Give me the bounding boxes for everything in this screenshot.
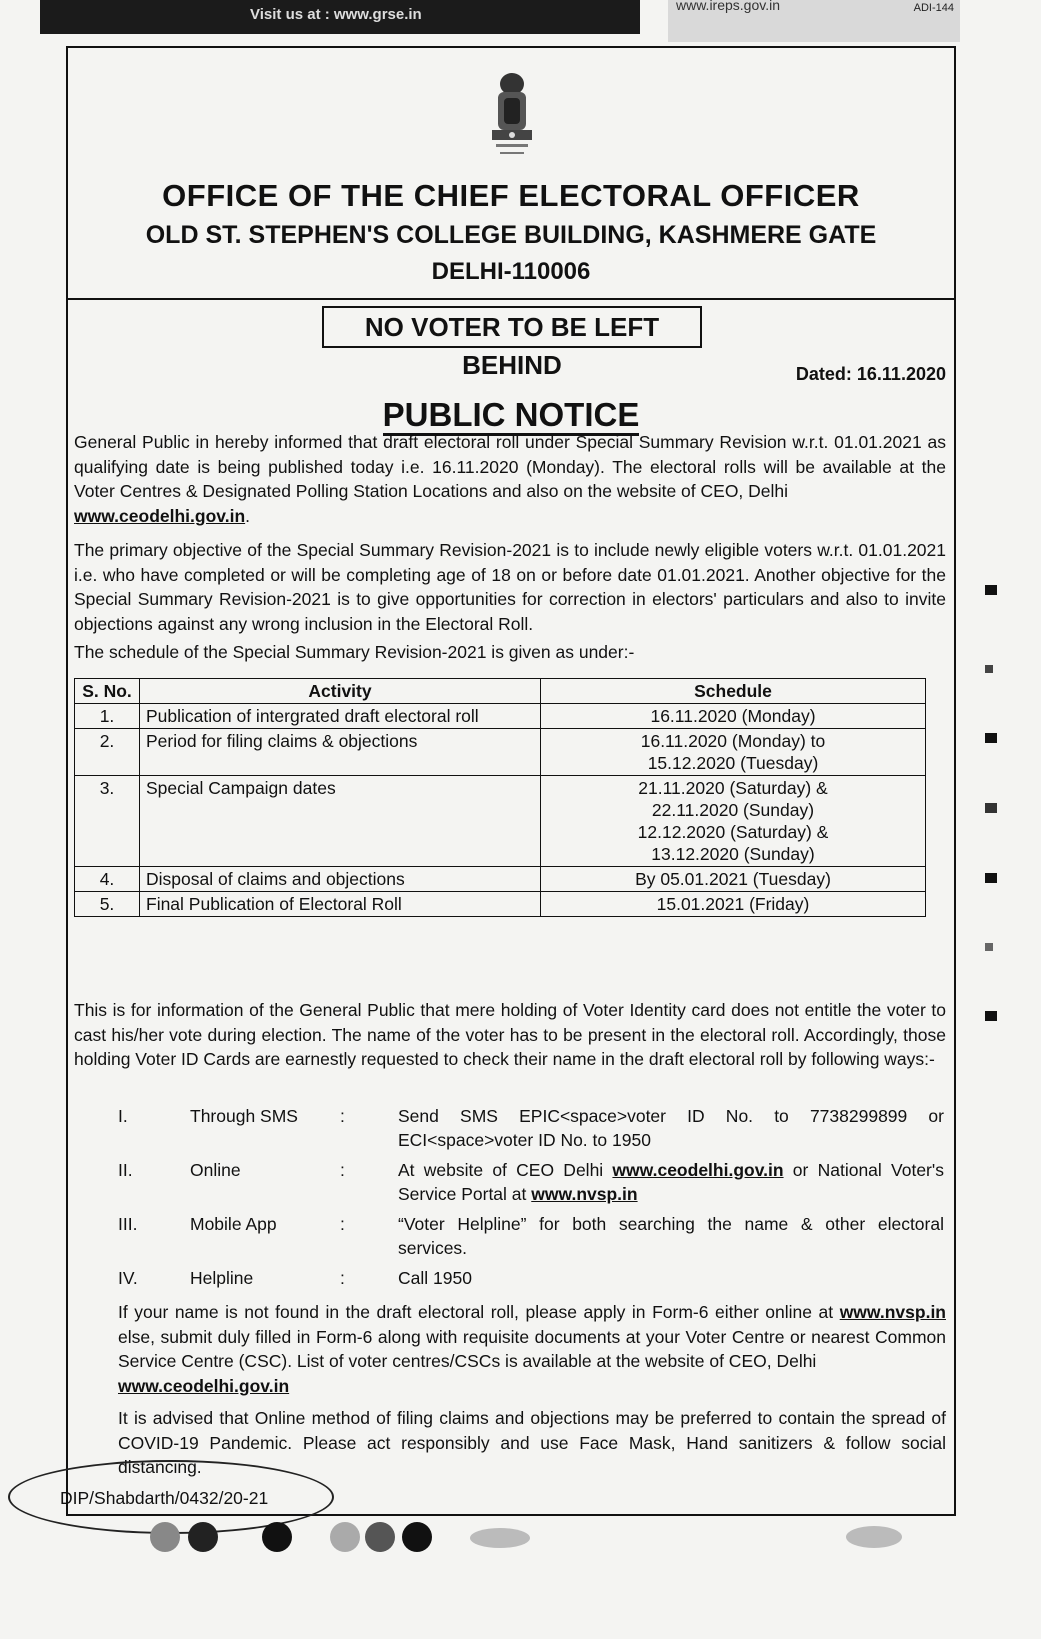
- row-activity: Publication of intergrated draft electoral roll: [140, 704, 541, 729]
- slogan-box: NO VOTER TO BE LEFT BEHIND: [322, 306, 702, 348]
- online-desc-mid: or National Voter's Service Portal at: [398, 1160, 944, 1204]
- reference-number: DIP/Shabdarth/0432/20-21: [60, 1488, 269, 1508]
- row-sno: 1.: [75, 704, 140, 729]
- top-ad-text: Visit us at : www.grse.in: [250, 6, 422, 23]
- way-description: “Voter Helpline” for both searching the name & other electoral services.: [398, 1214, 944, 1258]
- table-row: [75, 776, 926, 867]
- way-number: I.: [118, 1106, 128, 1126]
- registration-dot: [188, 1522, 218, 1552]
- way-colon: :: [340, 1214, 345, 1234]
- office-address: OLD ST. STEPHEN'S COLLEGE BUILDING, KASHMERE GATE: [145, 221, 877, 249]
- list-item: [118, 1104, 944, 1158]
- margin-mark: [985, 803, 997, 813]
- notice-date: Dated: 16.11.2020: [795, 364, 946, 384]
- way-description: Call 1950: [398, 1268, 472, 1288]
- way-description: Send SMS EPIC<space>voter ID No. to 7738299899 or ECI<space>voter ID No. to 1950: [398, 1106, 944, 1150]
- paragraph-intro: General Public in hereby informed that draft electoral roll under Special Summary Revision w.r.t. 01.01.2021 as qualifying date is being published today i.e. 16.11.2020 (Monday). The electoral rolls will be available at the Voter Centres & Designated Polling Station Locations and also on the website of CEO, Delhi www.ceodelhi.gov.in.: [74, 432, 946, 526]
- schedule-line: 16.11.2020 (Monday) to: [640, 731, 826, 751]
- registration-dot: [365, 1522, 395, 1552]
- row-sno: 5.: [75, 892, 140, 917]
- nvsp-link[interactable]: www.nvsp.in: [839, 1302, 946, 1322]
- margin-mark: [985, 873, 997, 883]
- table-row: [75, 892, 926, 917]
- way-mode: Helpline: [190, 1268, 254, 1288]
- registration-dot: [150, 1522, 180, 1552]
- schedule-line: 15.01.2021 (Friday): [656, 894, 810, 914]
- row-schedule: [541, 704, 926, 729]
- paragraph-form6: [118, 1300, 946, 1398]
- margin-mark: [985, 1011, 997, 1021]
- header-sno: S. No.: [75, 679, 140, 704]
- row-schedule: [541, 867, 926, 892]
- schedule-line: 12.12.2020 (Saturday) &: [637, 822, 829, 842]
- row-schedule: [541, 729, 926, 776]
- row-activity: Period for filing claims & objections: [140, 729, 541, 776]
- paragraph-objective: The primary objective of the Special Summary Revision-2021 is to include newly eligible voters w.r.t. 01.01.2021 i.e. who have completed or will be completing age of 18 on or before date 01.01.2021. Another objective for the Special Summary Revision-2021 is to give opportunities for correction in electors' particulars and also to invite objections against any wrong inclusion in the Electoral Roll.: [74, 540, 946, 634]
- row-activity: Final Publication of Electoral Roll: [140, 892, 541, 917]
- margin-mark: [985, 943, 993, 951]
- way-number: III.: [118, 1214, 138, 1234]
- schedule-line: 13.12.2020 (Sunday): [651, 844, 815, 864]
- table-row: [75, 729, 926, 776]
- online-desc-pre: At website of CEO Delhi: [398, 1160, 604, 1180]
- margin-mark: [985, 733, 997, 743]
- way-colon: :: [340, 1106, 345, 1126]
- registration-smudge: [470, 1528, 530, 1548]
- margin-marks: [985, 585, 997, 1021]
- registration-dot: [402, 1522, 432, 1552]
- form6-text-continued: else, submit duly filled in Form-6 along with requisite documents at your Voter Centre or nearest Common Service Centre (CSC). List of voter centres/CSCs is available at the website of CEO, Delhi: [118, 1326, 946, 1371]
- newspaper-top-right-ad: [668, 0, 960, 42]
- print-registration-marks: [0, 1522, 1041, 1562]
- ad-code: ADI-144: [913, 2, 954, 14]
- list-item: [118, 1266, 944, 1296]
- list-item: [118, 1212, 944, 1266]
- intro-text: General Public in hereby informed that draft electoral roll under Special Summary Revision w.r.t. 01.01.2021 as qualifying date is being published today i.e. 16.11.2020 (Monday). The electoral rolls will be available at the Voter Centres & Designated Polling Station Locations and also on the website of CEO, Delhi: [74, 432, 946, 501]
- newspaper-top-ad-strip: [40, 0, 640, 34]
- nvsp-link[interactable]: www.nvsp.in: [531, 1184, 638, 1204]
- list-item: [118, 1158, 944, 1212]
- top-right-ad-text: www.ireps.gov.in: [676, 0, 781, 13]
- schedule-line: By 05.01.2021 (Tuesday): [635, 869, 831, 889]
- schedule-line: 21.11.2020 (Saturday) &: [638, 778, 828, 798]
- margin-mark: [985, 665, 993, 673]
- way-colon: :: [340, 1160, 345, 1180]
- header-activity: Activity: [140, 679, 541, 704]
- way-mode: Online: [190, 1160, 241, 1180]
- row-sno: 2.: [75, 729, 140, 776]
- header-schedule: Schedule: [541, 679, 926, 704]
- way-colon: :: [340, 1268, 345, 1288]
- schedule-line: 15.12.2020 (Tuesday): [647, 753, 819, 773]
- form6-text: If your name is not found in the draft electoral roll, please apply in Form-6 either online at: [118, 1302, 834, 1322]
- check-name-ways-list: [118, 1104, 944, 1296]
- way-number: II.: [118, 1160, 133, 1180]
- table-row: [75, 704, 926, 729]
- table-row: [75, 867, 926, 892]
- way-mode: Mobile App: [190, 1214, 277, 1234]
- schedule-table: [74, 678, 926, 917]
- margin-mark: [985, 585, 997, 595]
- paragraph-covid-advice: It is advised that Online method of filing claims and objections may be preferred to contain the spread of COVID-19 Pandemic. Please act responsibly and use Face Mask, Hand sanitizers & follow social distancing.: [118, 1408, 946, 1477]
- paragraph-schedule-intro: The schedule of the Special Summary Revision-2021 is given as under:-: [74, 642, 635, 662]
- ceo-delhi-link[interactable]: www.ceodelhi.gov.in: [612, 1160, 784, 1180]
- row-activity: Special Campaign dates: [140, 776, 541, 867]
- paragraph-voter-id-info: This is for information of the General Public that mere holding of Voter Identity card does not entitle the voter to cast his/her vote during election. The name of the voter has to be present in the electoral roll. Accordingly, those holding Voter ID Cards are earnestly requested to check their name in the draft electoral roll by following ways:-: [74, 1000, 946, 1069]
- row-sno: 3.: [75, 776, 140, 867]
- schedule-line: 22.11.2020 (Sunday): [651, 800, 815, 820]
- notice-title: [68, 396, 954, 434]
- ceo-delhi-link[interactable]: www.ceodelhi.gov.in: [74, 505, 246, 526]
- way-description: [398, 1158, 944, 1206]
- row-sno: 4.: [75, 867, 140, 892]
- table-header-row: [75, 679, 926, 704]
- row-schedule: [541, 776, 926, 867]
- row-schedule: [541, 892, 926, 917]
- office-city: DELHI-110006: [431, 258, 591, 285]
- registration-smudge: [846, 1526, 902, 1548]
- office-name: OFFICE OF THE CHIEF ELECTORAL OFFICER: [162, 178, 860, 213]
- registration-dot: [330, 1522, 360, 1552]
- row-activity: Disposal of claims and objections: [140, 867, 541, 892]
- registration-dot: [262, 1522, 292, 1552]
- ceo-delhi-link[interactable]: www.ceodelhi.gov.in: [118, 1375, 290, 1396]
- public-notice-box: [66, 46, 956, 1516]
- notice-title-text: PUBLIC NOTICE: [383, 396, 640, 436]
- way-number: IV.: [118, 1268, 138, 1288]
- national-emblem-icon: [484, 70, 540, 162]
- way-mode: Through SMS: [190, 1106, 298, 1126]
- notice-header-box: [68, 48, 954, 300]
- schedule-line: 16.11.2020 (Monday): [650, 706, 816, 726]
